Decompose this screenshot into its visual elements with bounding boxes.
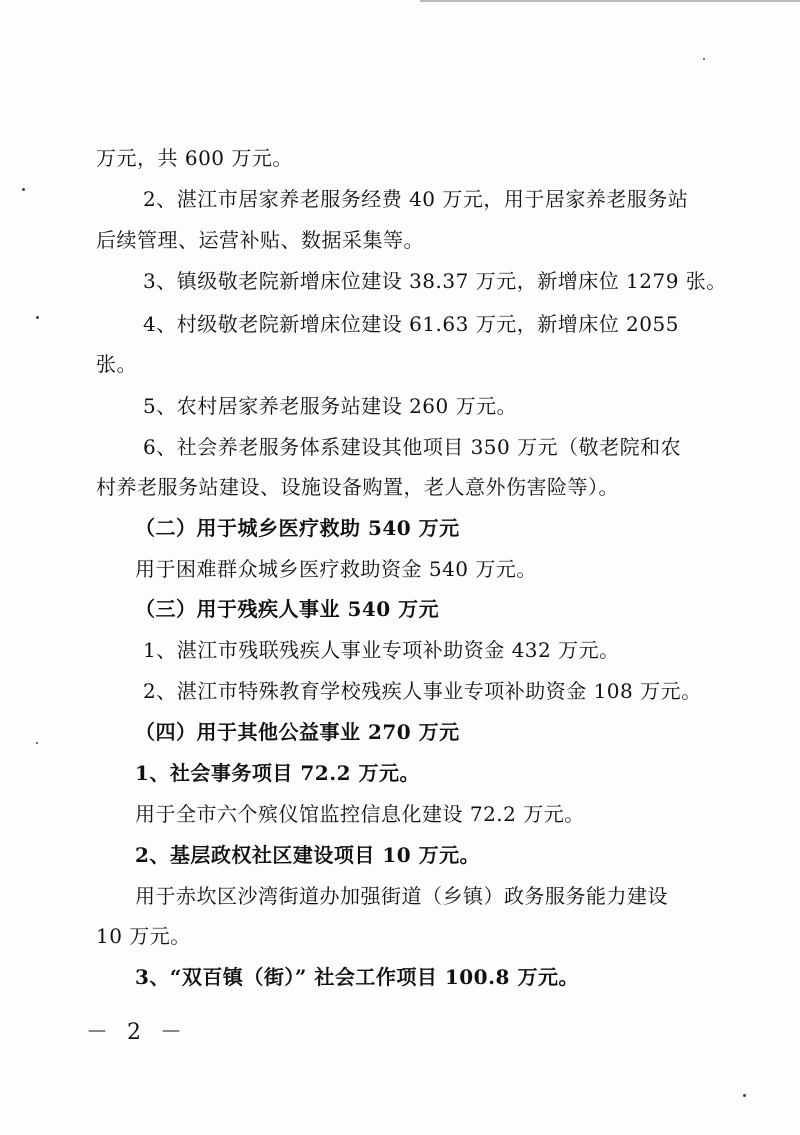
page-number: － 2 －: [86, 1020, 188, 1045]
text-line-6: 张。: [96, 352, 137, 376]
subheading-3: 3、“双百镇（街）” 社会工作项目 100.8 万元。: [135, 965, 579, 989]
subheading-1: 1、社会事务项目 72.2 万元。: [135, 761, 421, 785]
text-line-13: 1、湛江市残联残疾人事业专项补助资金 432 万元。: [143, 638, 620, 662]
section-heading-3: （三）用于残疾人事业 540 万元: [135, 597, 440, 621]
scan-speck: [743, 1094, 746, 1097]
text-line-11: 用于困难群众城乡医疗救助资金 540 万元。: [135, 557, 537, 581]
scan-edge-line: [420, 0, 800, 2]
text-line-1: 万元，共 600 万元。: [96, 146, 293, 170]
text-line-20: 10 万元。: [96, 924, 191, 948]
text-line-19: 用于赤坎区沙湾街道办加强街道（乡镇）政务服务能力建设: [135, 884, 668, 908]
text-line-14: 2、湛江市特殊教育学校残疾人事业专项补助资金 108 万元。: [143, 679, 702, 703]
text-line-5: 4、村级敬老院新增床位建设 61.63 万元，新增床位 2055: [143, 312, 679, 336]
scan-speck: [36, 742, 38, 744]
text-line-17: 用于全市六个殡仪馆监控信息化建设 72.2 万元。: [135, 802, 585, 826]
scan-speck: [22, 188, 25, 191]
scan-speck: [36, 316, 39, 319]
text-line-8: 6、社会养老服务体系建设其他项目 350 万元（敬老院和农: [143, 435, 682, 459]
section-heading-2: （二）用于城乡医疗救助 540 万元: [135, 516, 460, 540]
subheading-2: 2、基层政权社区建设项目 10 万元。: [135, 843, 481, 867]
text-line-2: 2、湛江市居家养老服务经费 40 万元，用于居家养老服务站: [143, 187, 689, 211]
text-line-9: 村养老服务站建设、设施设备购置，老人意外伤害险等）。: [96, 475, 619, 499]
scan-speck: [703, 58, 705, 60]
text-line-7: 5、农村居家养老服务站建设 260 万元。: [143, 394, 518, 418]
text-line-4: 3、镇级敬老院新增床位建设 38.37 万元，新增床位 1279 张。: [143, 269, 727, 293]
text-line-3: 后续管理、运营补贴、数据采集等。: [96, 228, 424, 252]
section-heading-4: （四）用于其他公益事业 270 万元: [135, 720, 460, 744]
